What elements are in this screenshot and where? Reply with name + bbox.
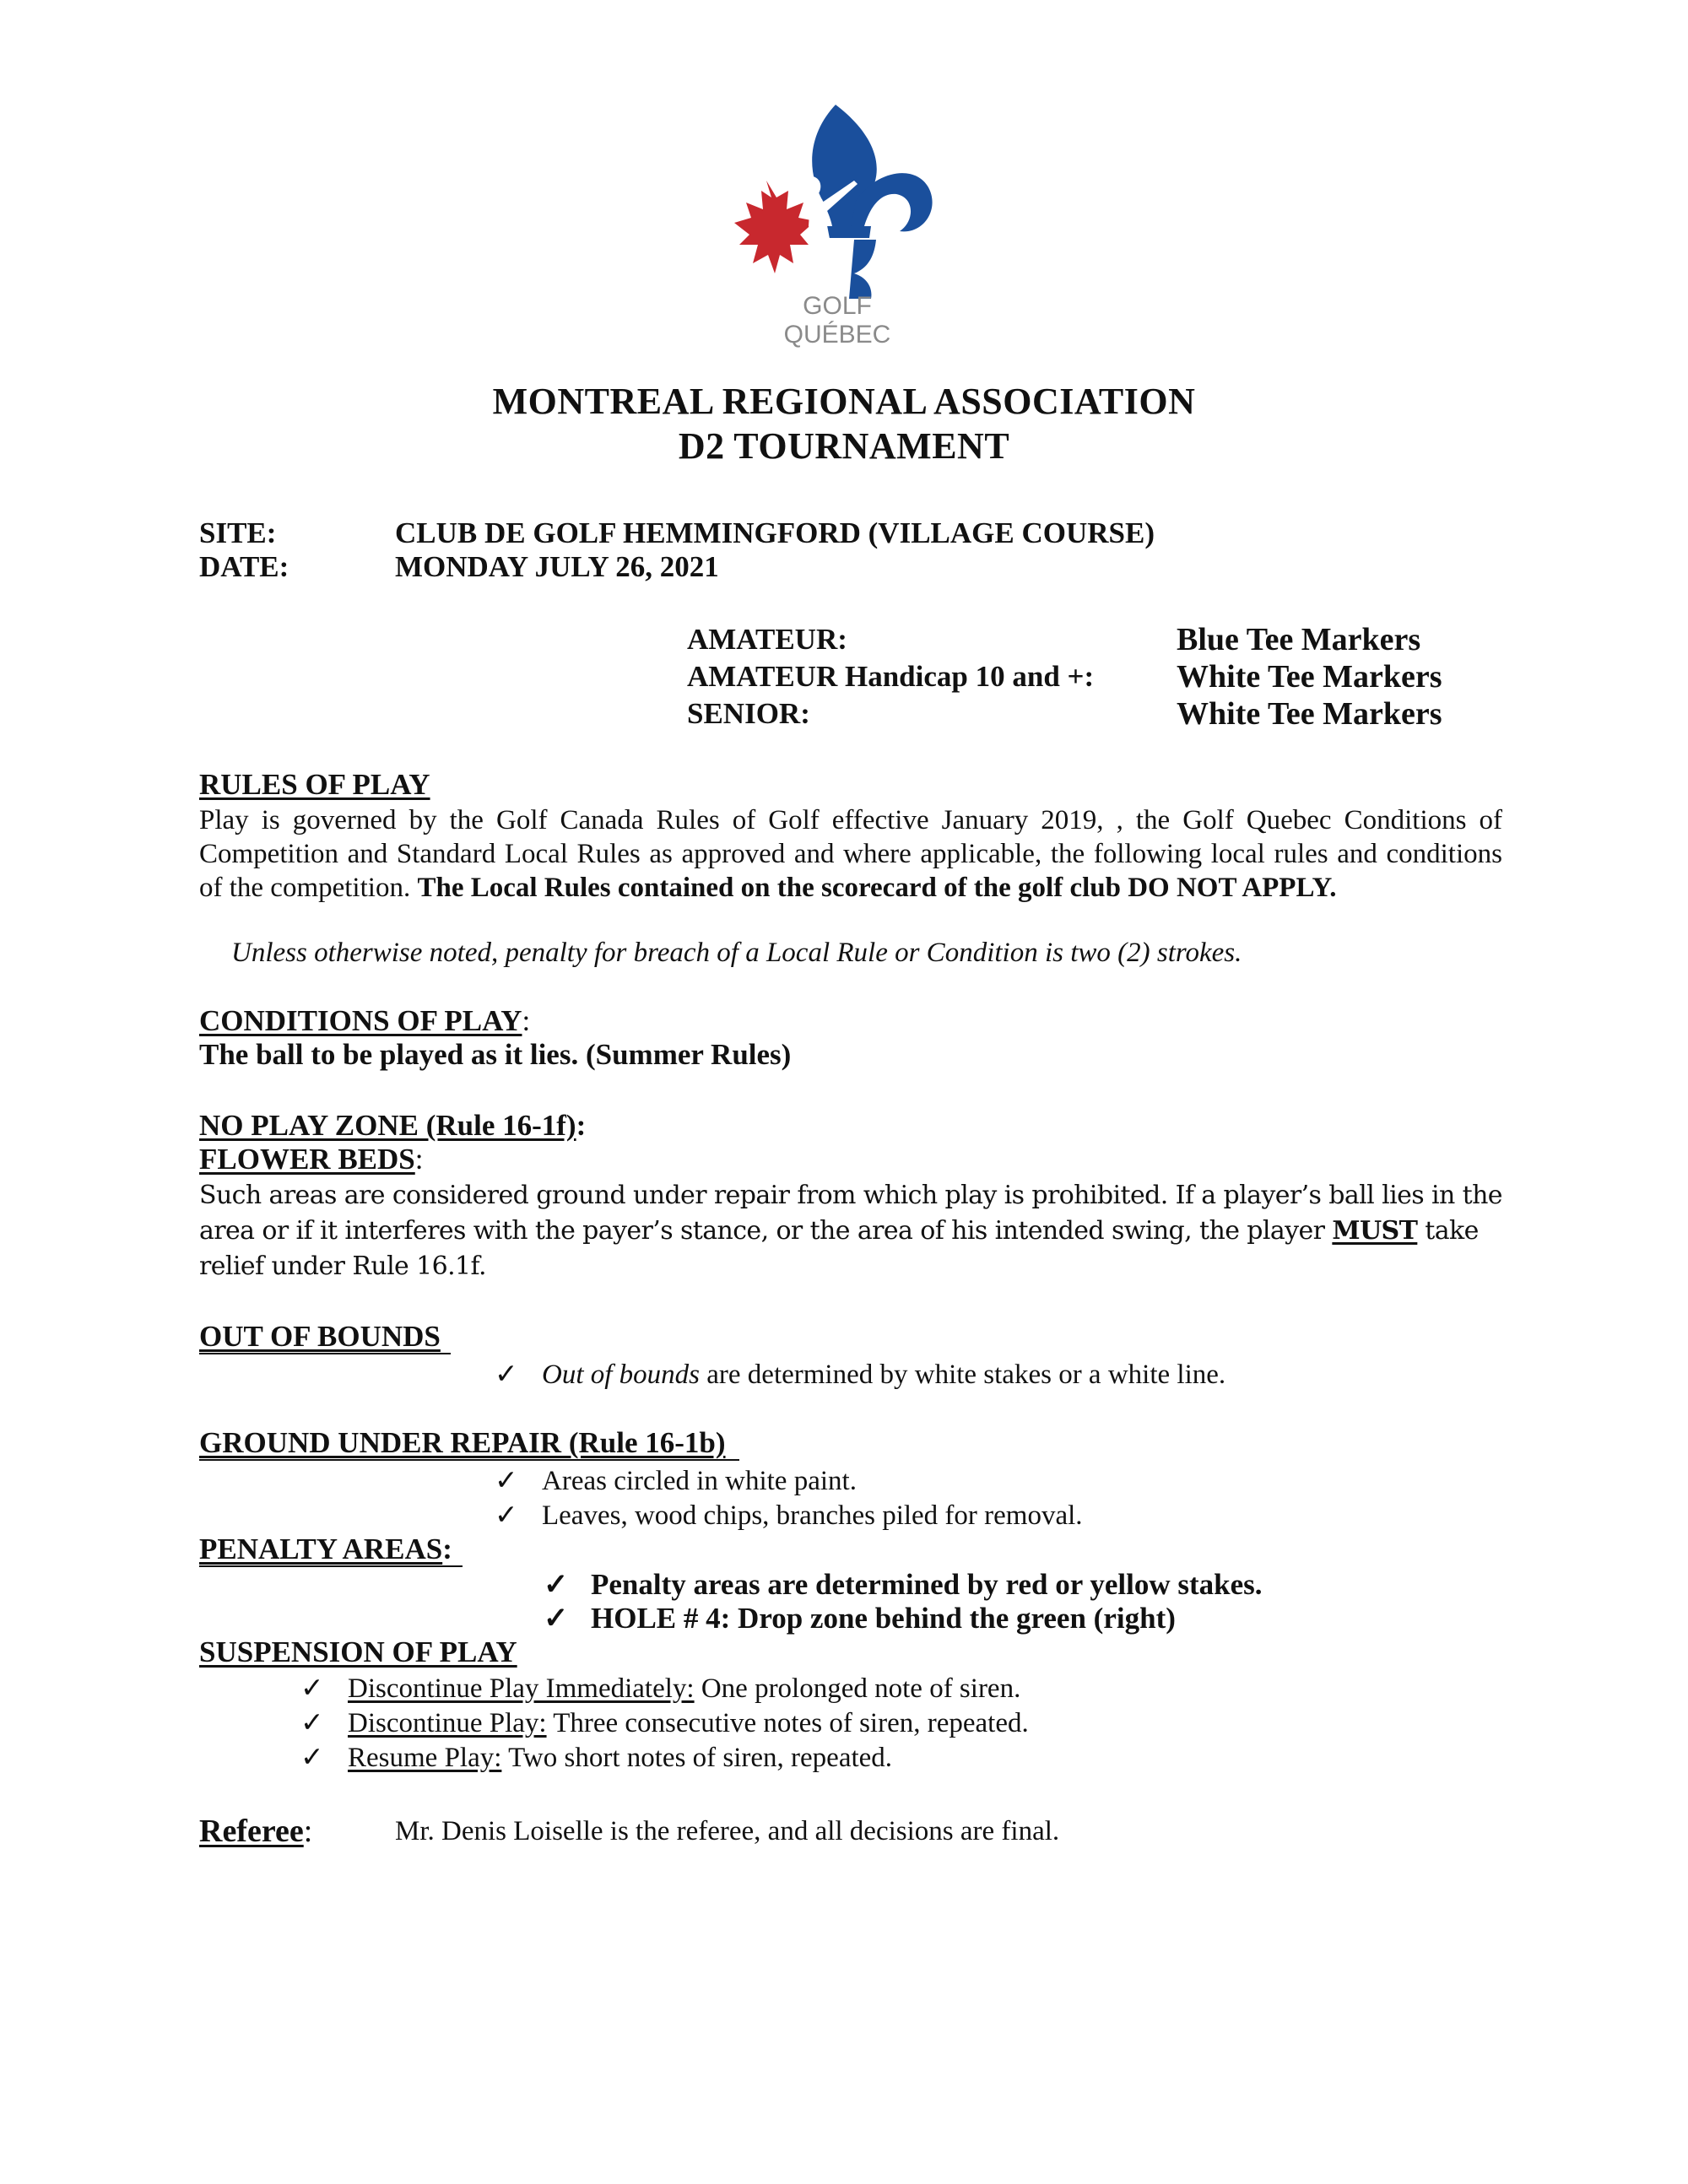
check-icon: ✓ bbox=[495, 1500, 518, 1531]
penalty-areas-item-2 bbox=[544, 1602, 1176, 1635]
check-icon: ✓ bbox=[300, 1708, 324, 1738]
suspension-of-play-heading: SUSPENSION OF PLAY bbox=[199, 1635, 517, 1668]
page-title-line2: D2 TOURNAMENT bbox=[678, 425, 1010, 467]
suspension-item-1 bbox=[300, 1671, 1020, 1705]
fleur-de-lis-maple-golfer-logo-icon bbox=[728, 100, 947, 349]
suspension-item-text: Two short notes of siren, repeated. bbox=[508, 1743, 893, 1773]
suspension-item-text: One prolonged note of siren. bbox=[701, 1673, 1021, 1704]
suspension-item-label: Resume Play: bbox=[348, 1743, 502, 1773]
penalty-areas-item-1 bbox=[544, 1568, 1263, 1602]
out-of-bounds-rule bbox=[199, 1353, 451, 1354]
must-emphasis: MUST bbox=[1332, 1216, 1418, 1246]
referee-colon: : bbox=[303, 1814, 313, 1849]
conditions-of-play-heading: CONDITIONS OF PLAY bbox=[199, 1004, 522, 1037]
rules-of-play-heading: RULES OF PLAY bbox=[199, 768, 430, 801]
tee-category-senior: SENIOR: bbox=[687, 697, 810, 730]
check-icon: ✓ bbox=[495, 1360, 518, 1390]
suspension-item-label: Discontinue Play: bbox=[348, 1708, 547, 1738]
site-label: SITE: bbox=[199, 516, 277, 549]
date-value: MONDAY JULY 26, 2021 bbox=[395, 550, 719, 583]
rules-of-play-body bbox=[199, 803, 1502, 905]
ground-under-repair-rule bbox=[199, 1459, 739, 1461]
check-icon: ✓ bbox=[495, 1466, 518, 1496]
penalty-areas-heading-row bbox=[199, 1533, 452, 1566]
ground-under-repair-item-text: Leaves, wood chips, branches piled for removal. bbox=[542, 1500, 1083, 1531]
golf-quebec-logo bbox=[728, 100, 947, 349]
ground-under-repair-item-text: Areas circled in white paint. bbox=[542, 1466, 857, 1496]
suspension-item-text: Three consecutive notes of siren, repeated. bbox=[553, 1708, 1029, 1738]
out-of-bounds-italic: Out of bounds bbox=[542, 1360, 701, 1390]
logo-text-quebec: QUÉBEC bbox=[783, 321, 891, 349]
conditions-colon: : bbox=[522, 1004, 531, 1037]
suspension-item-3 bbox=[300, 1740, 892, 1774]
date-label: DATE: bbox=[199, 550, 289, 583]
check-icon: ✓ bbox=[300, 1673, 324, 1704]
tee-marker-amateur: Blue Tee Markers bbox=[1177, 622, 1421, 657]
ground-under-repair-heading: GROUND UNDER REPAIR (Rule 16-1b) bbox=[199, 1426, 726, 1459]
tee-marker-senior: White Tee Markers bbox=[1177, 696, 1442, 732]
penalty-areas-rule bbox=[199, 1565, 463, 1567]
penalty-note: Unless otherwise noted, penalty for breach of a Local Rule or Condition is two (2) strokes. bbox=[231, 938, 1242, 968]
check-icon: ✓ bbox=[544, 1568, 569, 1601]
page-title-line1: MONTREAL REGIONAL ASSOCIATION bbox=[492, 381, 1196, 422]
out-of-bounds-heading: OUT OF BOUNDS bbox=[199, 1320, 441, 1353]
flower-beds-heading-row bbox=[199, 1143, 423, 1176]
site-value: CLUB DE GOLF HEMMINGFORD (VILLAGE COURSE) bbox=[395, 516, 1155, 549]
rules-of-play-bold-text: The Local Rules contained on the scorecard of the golf club DO NOT APPLY. bbox=[417, 873, 1337, 903]
check-icon: ✓ bbox=[544, 1602, 569, 1635]
no-play-zone-heading: NO PLAY ZONE (Rule 16-1f) bbox=[199, 1109, 576, 1142]
conditions-of-play-body: The ball to be played as it lies. (Summer Rules) bbox=[199, 1038, 792, 1071]
tee-category-amateur: AMATEUR: bbox=[687, 623, 847, 656]
flower-beds-text-part1: Such areas are considered ground under repair from which play is prohibited. If a player’s ball lies in the area or if it interferes with the payer’s stance, or the area of his intended swing, the player bbox=[199, 1181, 1502, 1246]
penalty-areas-colon: : bbox=[442, 1533, 452, 1565]
suspension-item-label: Discontinue Play Immediately: bbox=[348, 1673, 695, 1704]
flower-beds-heading: FLOWER BEDS bbox=[199, 1143, 415, 1176]
ground-under-repair-item-2 bbox=[495, 1498, 1083, 1532]
rules-of-play-text: Play is governed by the Golf Canada Rules of Golf effective January 2019, , the Golf Quebec Conditions of Competition and Standard Local Rules as approved and where applicable, the following local rules and conditions of the competition. bbox=[199, 805, 1502, 903]
flower-beds-body bbox=[199, 1178, 1502, 1284]
suspension-item-2 bbox=[300, 1706, 1029, 1739]
penalty-areas-heading: PENALTY AREAS bbox=[199, 1533, 443, 1565]
referee-label-row bbox=[199, 1813, 312, 1850]
conditions-of-play-heading-row bbox=[199, 1004, 530, 1038]
flower-beds-colon: : bbox=[414, 1143, 424, 1176]
referee-text: Mr. Denis Loiselle is the referee, and all decisions are final. bbox=[395, 1816, 1060, 1846]
no-play-zone-colon: : bbox=[576, 1109, 587, 1142]
out-of-bounds-item bbox=[495, 1357, 1225, 1391]
penalty-areas-item-text: Penalty areas are determined by red or yellow stakes. bbox=[591, 1568, 1263, 1601]
ground-under-repair-item-1 bbox=[495, 1463, 857, 1497]
logo-text-golf: GOLF bbox=[803, 292, 872, 320]
no-play-zone-heading-row bbox=[199, 1109, 586, 1143]
tee-category-amateur-handicap: AMATEUR Handicap 10 and +: bbox=[687, 660, 1095, 693]
referee-label: Referee bbox=[199, 1814, 304, 1849]
check-icon: ✓ bbox=[300, 1743, 324, 1773]
flower-beds-text-part2: take relief under Rule 16.1f. bbox=[199, 1216, 1479, 1281]
tee-marker-amateur-handicap: White Tee Markers bbox=[1177, 659, 1442, 695]
out-of-bounds-text: are determined by white stakes or a white line. bbox=[706, 1360, 1226, 1390]
penalty-areas-item-text: HOLE # 4: Drop zone behind the green (right) bbox=[591, 1602, 1176, 1635]
